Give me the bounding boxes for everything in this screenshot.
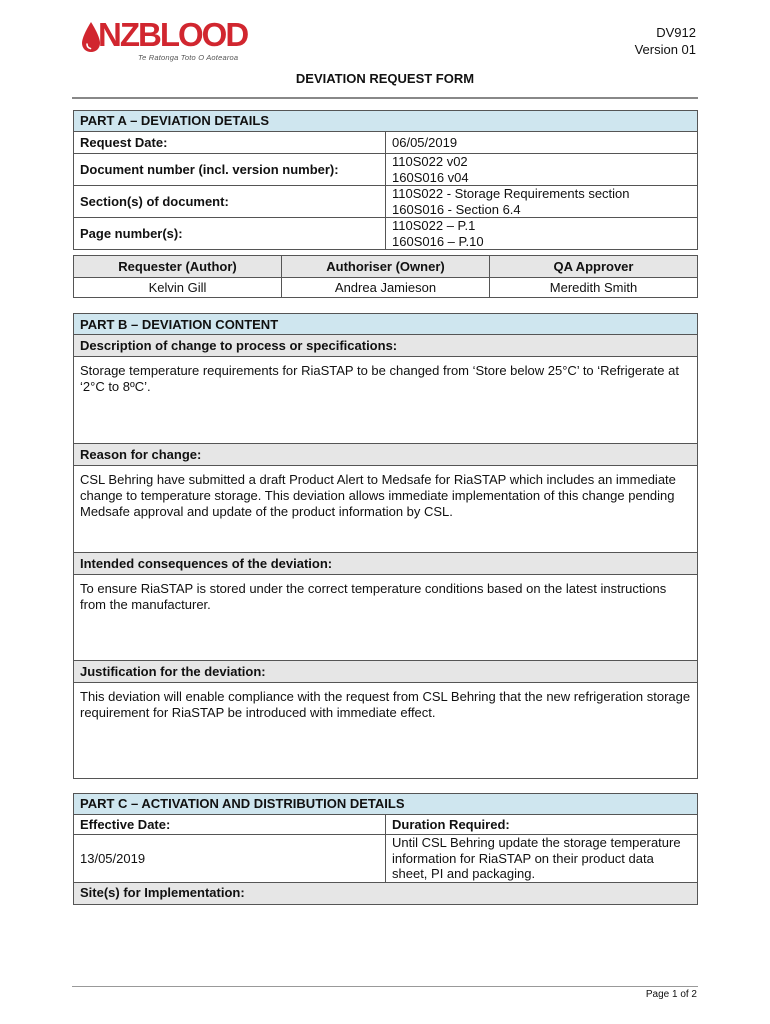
pages-values [386,218,698,250]
section-2: 160S016 - Section 6.4 [392,201,521,217]
part-c-table [73,793,698,905]
effective-date-label: Effective Date: [74,815,386,835]
effective-date-value: 13/05/2019 [74,835,386,883]
qa-approver-name: Meredith Smith [490,278,698,298]
part-c-heading: PART C – ACTIVATION AND DISTRIBUTION DETAILS [74,794,698,815]
authoriser-header: Authoriser (Owner) [282,256,490,278]
section-1: 110S022 - Storage Requirements section [392,186,630,201]
logo-tagline: Te Ratonga Toto O Aotearoa [138,53,239,62]
doc-number-2: 160S016 v04 [392,169,469,185]
reason-label: Reason for change: [74,444,698,466]
form-title: DEVIATION REQUEST FORM [295,71,475,86]
request-date-label: Request Date: [74,132,386,154]
duration-label: Duration Required: [386,815,698,835]
title-divider [72,97,698,99]
sections-label: Section(s) of document: [74,186,386,218]
doc-number-values [386,154,698,186]
duration-text: Until CSL Behring update the storage temperature information for RiaSTAP on their product data sheet, PI and packaging. [386,835,698,883]
nzblood-logo [80,16,250,62]
pages-label: Page number(s): [74,218,386,250]
consequences-text: To ensure RiaSTAP is stored under the correct temperature conditions based on the latest instructions from the manufacturer. [74,575,698,661]
logo-wordmark: NZBLOOD [98,16,248,53]
request-date-value: 06/05/2019 [386,132,698,154]
requester-name: Kelvin Gill [74,278,282,298]
authoriser-name: Andrea Jamieson [282,278,490,298]
page-2: 160S016 – P.10 [392,233,484,249]
part-a-table [73,110,698,250]
justification-label: Justification for the deviation: [74,661,698,683]
consequences-label: Intended consequences of the deviation: [74,553,698,575]
sites-label: Site(s) for Implementation: [74,882,698,904]
sections-values [386,186,698,218]
part-b-heading: PART B – DEVIATION CONTENT [74,314,698,335]
doc-number-1: 110S022 v02 [392,154,468,169]
justification-text: This deviation will enable compliance with the request from CSL Behring that the new refrigeration storage requirement for RiaSTAP be introduced with immediate effect. [74,683,698,779]
page-number: Page 1 of 2 [645,989,697,1000]
footer-divider [72,986,698,987]
description-text: Storage temperature requirements for RiaSTAP to be changed from ‘Store below 25°C’ to ‘Refrigerate at ‘2°C to 8ºC’. [74,357,698,444]
doc-number-label: Document number (incl. version number): [74,154,386,186]
signoff-table [73,255,698,298]
part-a-heading: PART A – DEVIATION DETAILS [74,111,698,132]
description-label: Description of change to process or specifications: [74,335,698,357]
doc-code: DV912 [656,25,696,40]
document-reference [635,24,696,58]
part-b-table [73,313,698,779]
page-1: 110S022 – P.1 [392,218,476,233]
requester-header: Requester (Author) [74,256,282,278]
reason-text: CSL Behring have submitted a draft Product Alert to Medsafe for RiaSTAP which includes an immediate change to temperature storage. This deviation allows immediate implementation of this change pending Medsafe approval and update of the product information by CSL. [74,466,698,553]
qa-approver-header: QA Approver [490,256,698,278]
doc-version: Version 01 [634,42,696,57]
